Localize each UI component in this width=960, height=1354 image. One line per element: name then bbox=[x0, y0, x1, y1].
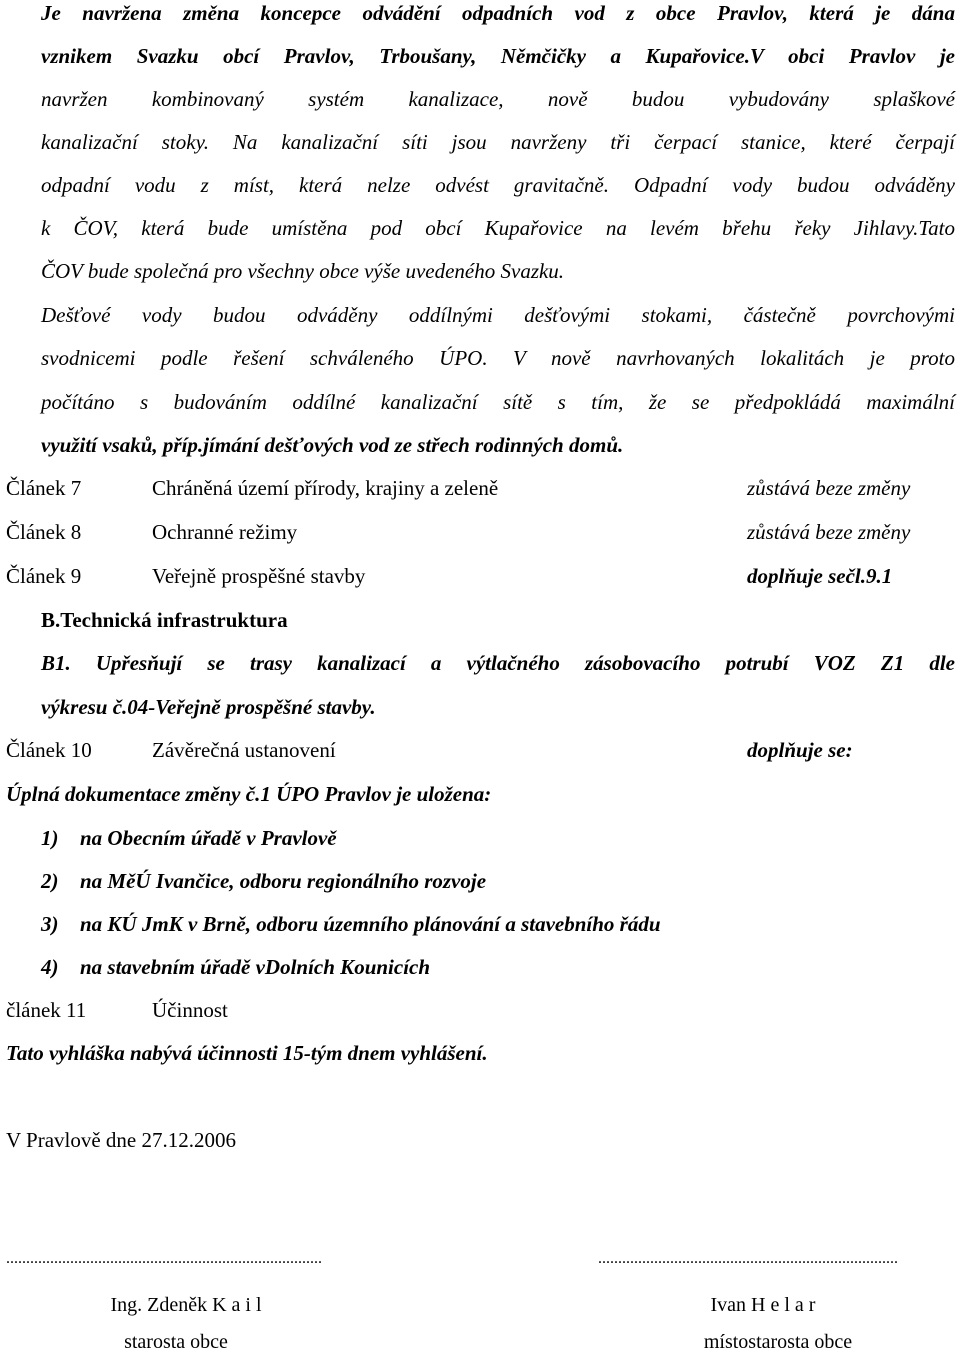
location-item bbox=[41, 912, 661, 936]
article-7-status: zůstává beze změny bbox=[747, 476, 911, 500]
paragraph1-line-3: navržen kombinovaný systém kanalizace, nově budou vybudovány splaškové bbox=[41, 87, 955, 111]
article-7-number: Článek 7 bbox=[6, 476, 82, 500]
article-9-title: Veřejně prospěšné stavby bbox=[152, 564, 366, 588]
article-8-status: zůstává beze změny bbox=[747, 520, 911, 544]
paragraph1-line-5: odpadní vodu z míst, která nelze odvést gravitačně. Odpadní vody budou odváděny bbox=[41, 173, 955, 197]
location-number: 3) bbox=[41, 912, 59, 936]
right-signatory-role: místostarosta obce bbox=[703, 1331, 853, 1353]
location-item bbox=[41, 955, 431, 979]
location-text: na Obecním úřadě v Pravlově bbox=[80, 826, 337, 850]
article-7-title: Chráněná území přírody, krajiny a zeleně bbox=[152, 476, 499, 500]
paragraph1-line-6: k ČOV, která bude umístěna pod obcí Kupařovice na levém břehu řeky Jihlavy.Tato bbox=[41, 216, 955, 240]
paragraph1-line-2: vznikem Svazku obcí Pravlov, Trboušany, Němčičky a Kupařovice.V obci Pravlov je bbox=[41, 44, 955, 68]
paragraph1-line-1: Je navržena změna koncepce odvádění odpadních vod z obce Pravlov, která je dána bbox=[41, 1, 955, 25]
right-signature-line: ........................................................................... bbox=[598, 1250, 898, 1267]
location-number: 4) bbox=[41, 955, 59, 979]
article-8-number: Článek 8 bbox=[6, 520, 82, 544]
tech-item-line-2: výkresu č.04-Veřejně prospěšné stavby. bbox=[41, 695, 376, 719]
location-text: na MěÚ Ivančice, odboru regionálního rozvoje bbox=[80, 869, 487, 893]
right-signatory-name: Ivan H e l a r bbox=[710, 1294, 816, 1316]
place-date: V Pravlově dne 27.12.2006 bbox=[6, 1128, 237, 1152]
left-signatory-name: Ing. Zdeněk K a i l bbox=[110, 1294, 262, 1316]
tech-item-line-1: B1. Upřesňují se trasy kanalizací a výtlačného zásobovacího potrubí VOZ Z1 dle bbox=[41, 651, 955, 675]
paragraph2-line-2: svodnicemi podle řešení schváleného ÚPO. V nově navrhovaných lokalitách je proto bbox=[41, 346, 955, 370]
tech-heading: B.Technická infrastruktura bbox=[41, 608, 288, 632]
article-10-status: doplňuje se: bbox=[747, 738, 853, 762]
article-8-title: Ochranné režimy bbox=[152, 520, 298, 544]
article-9-number: Článek 9 bbox=[6, 564, 82, 588]
article-11-number: článek 11 bbox=[6, 998, 87, 1022]
location-text: na stavebním úřadě vDolních Kounicích bbox=[80, 955, 431, 979]
paragraph1-line-4: kanalizační stoky. Na kanalizační síti jsou navrženy tři čerpací stanice, které čerpají bbox=[41, 130, 955, 154]
paragraph2-line-1: Dešťové vody budou odváděny oddílnými dešťovými stokami, částečně povrchovými bbox=[41, 303, 955, 327]
paragraph2-line-3: počítáno s budováním oddílné kanalizační sítě s tím, že se předpokládá maximální bbox=[41, 390, 955, 414]
article-10-title: Závěrečná ustanovení bbox=[152, 738, 336, 762]
location-number: 1) bbox=[41, 826, 59, 850]
article-11-title: Účinnost bbox=[152, 998, 228, 1022]
left-signature-line: ............................................................................... bbox=[6, 1250, 322, 1267]
article-10-number: Článek 10 bbox=[6, 738, 92, 762]
location-text: na KÚ JmK v Brně, odboru územního plánování a stavebního řádu bbox=[80, 912, 661, 936]
paragraph2-line-4: využití vsaků, příp.jímání dešťových vod ze střech rodinných domů. bbox=[41, 433, 624, 457]
left-signatory-role: starosta obce bbox=[124, 1331, 228, 1353]
documentation-heading: Úplná dokumentace změny č.1 ÚPO Pravlov je uložena: bbox=[6, 782, 492, 806]
location-number: 2) bbox=[41, 869, 59, 893]
paragraph1-line-7: ČOV bude společná pro všechny obce výše uvedeného Svazku. bbox=[41, 259, 565, 283]
effect-sentence: Tato vyhláška nabývá účinnosti 15-tým dnem vyhlášení. bbox=[6, 1041, 488, 1065]
article-9-status: doplňuje sečl.9.1 bbox=[747, 564, 893, 588]
location-item bbox=[41, 869, 487, 893]
location-item bbox=[41, 826, 337, 850]
